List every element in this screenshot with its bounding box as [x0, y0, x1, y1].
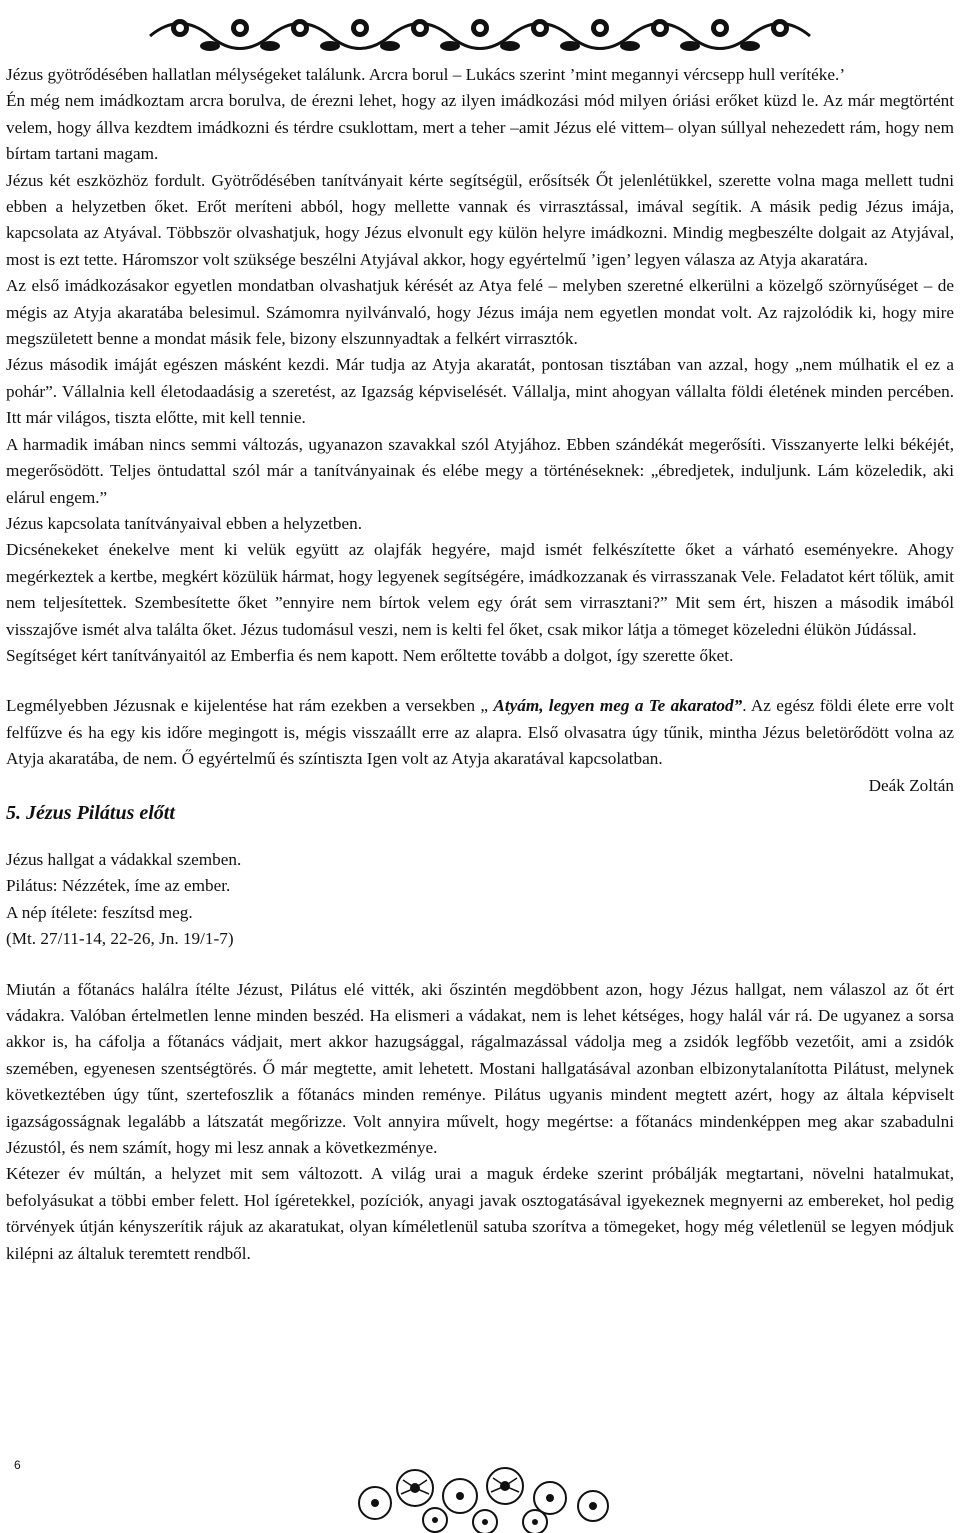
intro-line: A nép ítélete: feszítsd meg. — [6, 902, 193, 922]
paragraph: Kétezer év múltán, a helyzet mit sem változott. A világ urai a maguk érdeke szerint próbálják megtartani, növelni hatalmukat, befolyásukat a többi ember felett. Hol ígéretekkel, pozíciók, anyagi javak osztogatásával igyekeznek megnyerni az embereket, hol pedig törvények útján kényszerítik rájuk az akaratukat, olyan kíméletlenül satuba szorítva a tömegeket, hogy még véletlenül se legyen módjuk kilépni az általuk teremtett rendből. — [6, 1164, 954, 1263]
paragraph: Segítséget kért tanítványaitól az Emberfia és nem kapott. Nem erőltette tovább a dolgot, így szerette őket. — [6, 645, 734, 665]
flower-bouquet-icon — [335, 1458, 635, 1533]
intro-line: Pilátus: Nézzétek, íme az ember. — [6, 876, 231, 896]
paragraph: Jézus kapcsolata tanítványaival ebben a helyzetben. — [6, 513, 363, 533]
intro-line: Jézus hallgat a vádakkal szemben. — [6, 849, 242, 869]
closing-paragraph — [6, 693, 954, 772]
article-body — [6, 62, 954, 1267]
author-signature: Deák Zoltán — [868, 775, 954, 795]
closing-text: Legmélyebben Jézusnak e kijelentése hat rám ezekben a versekben „ — [6, 696, 494, 716]
flower-garland-icon — [140, 6, 820, 58]
paragraph: Jézus második imáját egészen másként kezdi. Már tudja az Atyja akaratát, pontosan tisztában van azzal, hogy „nem múlhatik el ez a pohár”. Vállalnia kell életodaadásig a szeretést, az Igazság képviselését. Vállalja, mint ahogyan vállalta földi életének minden percében. Itt már világos, tiszta előtte, mit kell tennie. — [6, 355, 954, 428]
spacer — [6, 827, 954, 847]
paragraph: A harmadik imában nincs semmi változás, ugyanazon szavakkal szól Atyjához. Ebben szándékát megerősíti. Visszanyerte lelki békéjét, megerősödött. Teljes öntudattal szól már a tanítványainak és elébe megy a történéseknek: „ébredjetek, induljunk. Lám közeledik, aki elárul engem.” — [6, 434, 954, 507]
closing-quote: Atyám, legyen meg a Te akaratod” — [493, 696, 743, 716]
paragraph: Én még nem imádkoztam arcra borulva, de érezni lehet, hogy az ilyen imádkozási mód milyen óriási erőket küzd le. Az már megtörtént velem, hogy állva kezdtem imádkozni és térdre csuklottam, mert a teher –amit Jézus elé vittem– olyan súllyal nehezedett rám, hogy nem bírtam tartani magam. — [6, 91, 954, 164]
spacer — [6, 953, 954, 977]
paragraph: Miután a főtanács halálra ítélte Jézust, Pilátus elé vitték, aki őszintén megdöbbent azon, hogy Jézus hallgat, nem válaszol az őt ért vádakra. Valóban értelmetlen lenne minden beszéd. Ha elismeri a vádakat, nem is lehet kétséges, hogy halál vár rá. De ugyanez a sorsa akkor is, ha cáfolja a főtanács vádjait, mert akkor hazugsággal, rágalmazással vádolja meg a zsidók legfőbb vezetőit, ami a zsidók szemében, egyenesen szentségtörés. Ő már megtette, amit lehetett. Mostani hallgatásával azonban elbizonytalanította Pilátust, melynek következtében úgy tűnt, szertefoszlik a főtanács minden reménye. Pilátus ugyanis mindent megtett azért, hogy az általa képviselt igazságosságnak legalább a látszatát megőrizze. Volt annyira művelt, hogy megértse: a főtanács mindenképpen meg akar szabadulni Jézustól, és nem számít, hogy mi lesz annak a következménye. — [6, 979, 954, 1158]
closing-text: . Az egész földi élete erre volt felfűzve és ha egy kis időre megingott is, mégis visszaállt erre az alapra. Első olvasatra úgy tűnik, mintha Jézus beletörődött volna az Atyja akaratába, de nem. Ő egyértelmű és színtiszta Igen volt az Atyja akaratával kapcsolatban. — [6, 696, 954, 769]
paragraph: Dicsénekeket énekelve ment ki velük együtt az olajfák hegyére, majd ismét felkészítette őket a várható eseményekre. Ahogy megérkeztek a kertbe, megkért közülük hármat, hogy legyenek segítségére, imádkozzanak és virrasszanak Vele. Feladatot kért tőlük, amit nem teljesítettek. Szembesítette őket ”ennyire nem bírtok velem egy órát sem virrasztani?” Mit sem ért, hiszen a második imából visszajőve ismét alva találta őket. Jézus tudomásul veszi, nem is kelti fel őket, csak mikor látja a tömeget közeledni élükön Júdással. — [6, 540, 954, 639]
paragraph: Az első imádkozásakor egyetlen mondatban olvashatjuk kérését az Atya felé – melyben szeretné elkerülni a közelgő szörnyűséget – de mégis az Atyja akaratába belesimul. Számomra nyilvánvaló, hogy Jézus imája nem egyetlen mondat volt. Az rajzolódik ki, hogy mire megszületett benne a mondat másik fele, bizony elszunnyadtak a felkért virrasztók. — [6, 276, 954, 349]
spacer — [6, 669, 954, 693]
intro-line: (Mt. 27/11-14, 22-26, Jn. 19/1-7) — [6, 929, 234, 949]
paragraph: Jézus két eszközhöz fordult. Gyötrődésében tanítványait kérte segítségül, erősítsék Őt jelenlétükkel, szerette volna maga mellett tudni ebben a helyzetben őket. Erőt meríteni abból, hogy mellette vannak és virrasztással, imával segítik. A másik pedig Jézus imája, kapcsolata az Atyával. Többször olvashatjuk, hogy Jézus elvonult egy külön helyre imádkozni. Mindig megbeszélte dolgait az Atyjával, most is ezt tette. Háromszor volt szüksége beszélni Atyjával akkor, hogy egyértelmű ’igen’ legyen válasza az Atyja akaratára. — [6, 170, 954, 269]
paragraph: Jézus gyötrődésében hallatlan mélységeket találunk. Arcra borul – Lukács szerint ’mint megannyi vércsepp hull verítéke.’ — [6, 65, 846, 84]
section-title: 5. Jézus Pilátus előtt — [6, 801, 175, 824]
page-number: 6 — [14, 1458, 21, 1472]
